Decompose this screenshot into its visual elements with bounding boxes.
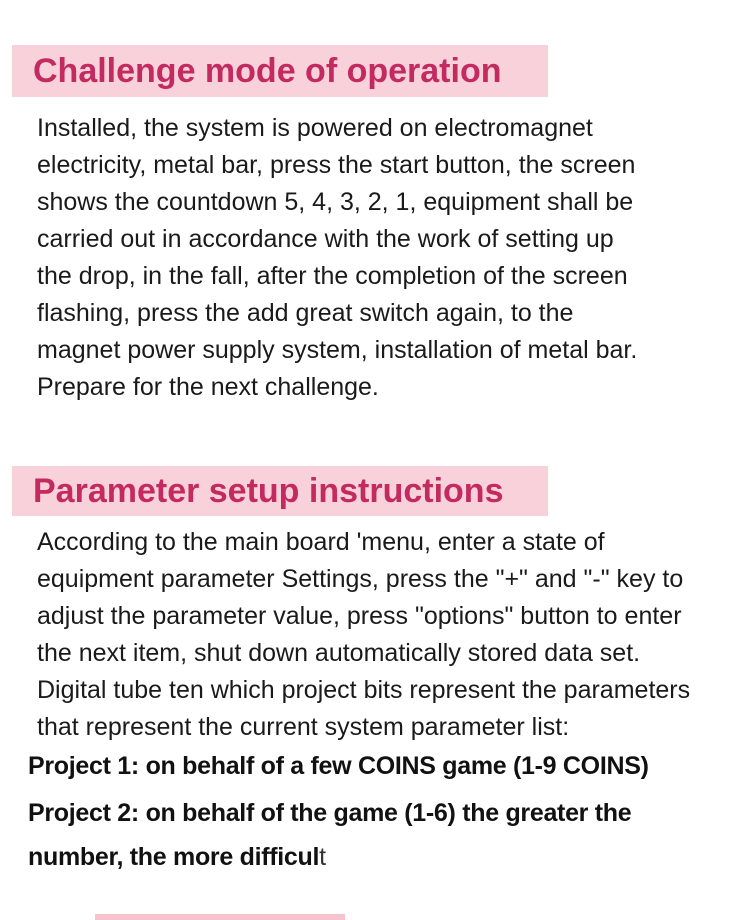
next-section-banner-peek xyxy=(95,914,345,920)
challenge-mode-title: Challenge mode of operation xyxy=(33,51,502,90)
paragraph-line: carried out in accordance with the work of setting up xyxy=(37,225,614,253)
challenge-mode-paragraph xyxy=(37,110,637,406)
paragraph-line: the next item, shut down automatically stored data set. xyxy=(37,639,641,667)
project-1-line xyxy=(28,752,649,781)
paragraph-line: According to the main board 'menu, enter a state of xyxy=(37,528,605,556)
paragraph-line: Digital tube ten which project bits represent the parameters xyxy=(37,676,691,704)
section-header-challenge-mode xyxy=(12,45,548,97)
paragraph-line: equipment parameter Settings, press the "+" and "-" key to xyxy=(37,565,684,593)
paragraph-line: electricity, metal bar, press the start button, the screen xyxy=(37,151,636,179)
project-2-continuation-tail: t xyxy=(319,843,326,871)
parameter-setup-paragraph xyxy=(37,524,690,746)
project-1-text: Project 1: on behalf of a few COINS game (1-9 COINS) xyxy=(28,752,649,780)
project-2-continuation-line xyxy=(28,843,326,872)
project-2-continuation-bold: number, the more difficul xyxy=(28,843,320,871)
section-header-parameter-setup xyxy=(12,466,548,516)
project-2-line xyxy=(28,799,631,828)
paragraph-line: Prepare for the next challenge. xyxy=(37,373,379,401)
paragraph-line: adjust the parameter value, press "options" button to enter xyxy=(37,602,682,630)
paragraph-line: shows the countdown 5, 4, 3, 2, 1, equipment shall be xyxy=(37,188,634,216)
project-2-text: Project 2: on behalf of the game (1-6) the greater the xyxy=(28,799,632,827)
paragraph-line: the drop, in the fall, after the completion of the screen xyxy=(37,262,628,290)
paragraph-line: magnet power supply system, installation of metal bar. xyxy=(37,336,638,364)
paragraph-line: Installed, the system is powered on electromagnet xyxy=(37,114,593,142)
parameter-setup-title: Parameter setup instructions xyxy=(33,471,504,510)
paragraph-line: flashing, press the add great switch again, to the xyxy=(37,299,574,327)
paragraph-line: that represent the current system parameter list: xyxy=(37,713,570,741)
